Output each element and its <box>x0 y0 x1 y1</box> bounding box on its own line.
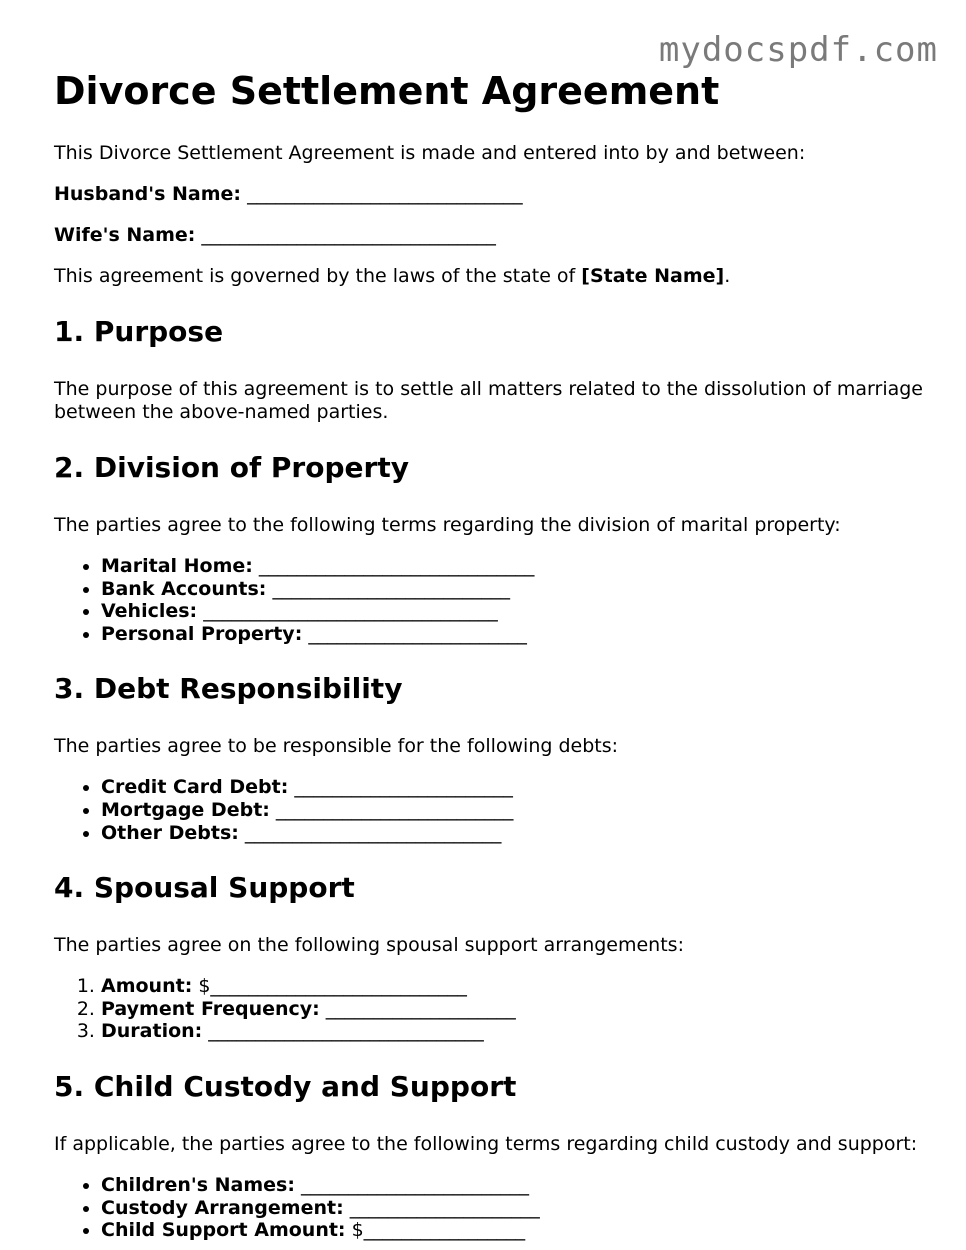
governing-law-lead: This agreement is governed by the laws of the state of <box>54 265 582 287</box>
field-label: Credit Card Debt: <box>101 776 289 799</box>
husband-name-field <box>54 183 934 206</box>
field-blank[interactable]: _________________________ <box>266 577 510 600</box>
watermark: mydocspdf.com <box>658 30 938 70</box>
section-child-text: If applicable, the parties agree to the following terms regarding child custody and support: <box>54 1132 918 1155</box>
section-purpose-text: The purpose of this agreement is to settle all matters related to the dissolution of marriage between the above-named parties. <box>54 378 923 423</box>
section-spousal-text: The parties agree on the following spousal support arrangements: <box>54 934 684 957</box>
field-label: Amount: <box>101 975 193 998</box>
field-blank[interactable]: ________________________ <box>294 1173 529 1196</box>
wife-name-label: Wife's Name: <box>54 224 196 246</box>
list-item <box>101 1020 934 1043</box>
list-item <box>101 975 934 998</box>
field-label: Child Support Amount: <box>101 1219 346 1242</box>
field-blank[interactable]: _______________________________ <box>197 600 498 623</box>
field-label: Vehicles: <box>101 600 198 623</box>
field-blank[interactable]: $_________________ <box>345 1219 526 1242</box>
section-debt-heading: 3. Debt Responsibility <box>54 672 403 706</box>
field-label: Duration: <box>101 1020 203 1043</box>
husband-name-label: Husband's Name: <box>54 183 242 205</box>
spousal-list <box>54 975 934 1043</box>
document-page <box>54 66 934 1242</box>
section-property-text: The parties agree to the following terms regarding the division of marital property: <box>54 514 841 536</box>
wife-name-blank[interactable]: _______________________________ <box>201 224 496 246</box>
list-item <box>101 799 934 822</box>
child-list <box>54 1174 934 1242</box>
list-item <box>101 1197 934 1220</box>
list-item <box>101 776 934 799</box>
section-child-heading: 5. Child Custody and Support <box>54 1069 517 1103</box>
section-spousal-heading: 4. Spousal Support <box>54 871 355 905</box>
list-item <box>101 623 934 646</box>
field-blank[interactable]: _________________________ <box>269 798 514 821</box>
governing-law-text <box>54 265 934 288</box>
field-label: Children's Names: <box>101 1173 295 1196</box>
list-item <box>101 1219 934 1242</box>
section-purpose-heading: 1. Purpose <box>54 315 224 348</box>
list-item <box>101 822 934 845</box>
field-label: Mortgage Debt: <box>101 798 270 821</box>
list-item <box>101 998 934 1021</box>
list-item <box>101 1174 934 1197</box>
wife-name-field <box>54 224 934 247</box>
field-label: Custody Arrangement: <box>101 1196 344 1219</box>
intro-text: This Divorce Settlement Agreement is made and entered into by and between: <box>54 142 806 164</box>
field-blank[interactable]: _____________________________ <box>252 555 535 577</box>
field-blank[interactable]: _______________________ <box>302 622 527 645</box>
list-item <box>101 555 934 578</box>
field-blank[interactable]: $___________________________ <box>192 975 467 998</box>
field-blank[interactable]: _______________________ <box>288 776 513 799</box>
section-debt-text: The parties agree to be responsible for the following debts: <box>54 735 619 758</box>
field-label: Bank Accounts: <box>101 577 267 600</box>
field-blank[interactable]: _____________________________ <box>202 1020 484 1043</box>
list-item <box>101 578 934 601</box>
field-label: Payment Frequency: <box>101 997 320 1020</box>
field-blank[interactable]: ____________________ <box>343 1196 540 1219</box>
field-label: Other Debts: <box>101 821 239 844</box>
governing-law-end: . <box>724 265 731 287</box>
field-label: Personal Property: <box>101 622 303 645</box>
section-property-heading: 2. Division of Property <box>54 451 409 484</box>
field-label: Marital Home: <box>101 555 253 577</box>
field-blank[interactable]: ____________________ <box>319 997 516 1020</box>
list-item <box>101 600 934 623</box>
husband-name-blank[interactable]: _____________________________ <box>247 183 523 205</box>
state-name: [State Name] <box>581 265 725 287</box>
debt-list <box>54 776 934 844</box>
field-blank[interactable]: ___________________________ <box>238 821 502 844</box>
property-list <box>54 555 934 645</box>
document-title: Divorce Settlement Agreement <box>54 69 720 113</box>
